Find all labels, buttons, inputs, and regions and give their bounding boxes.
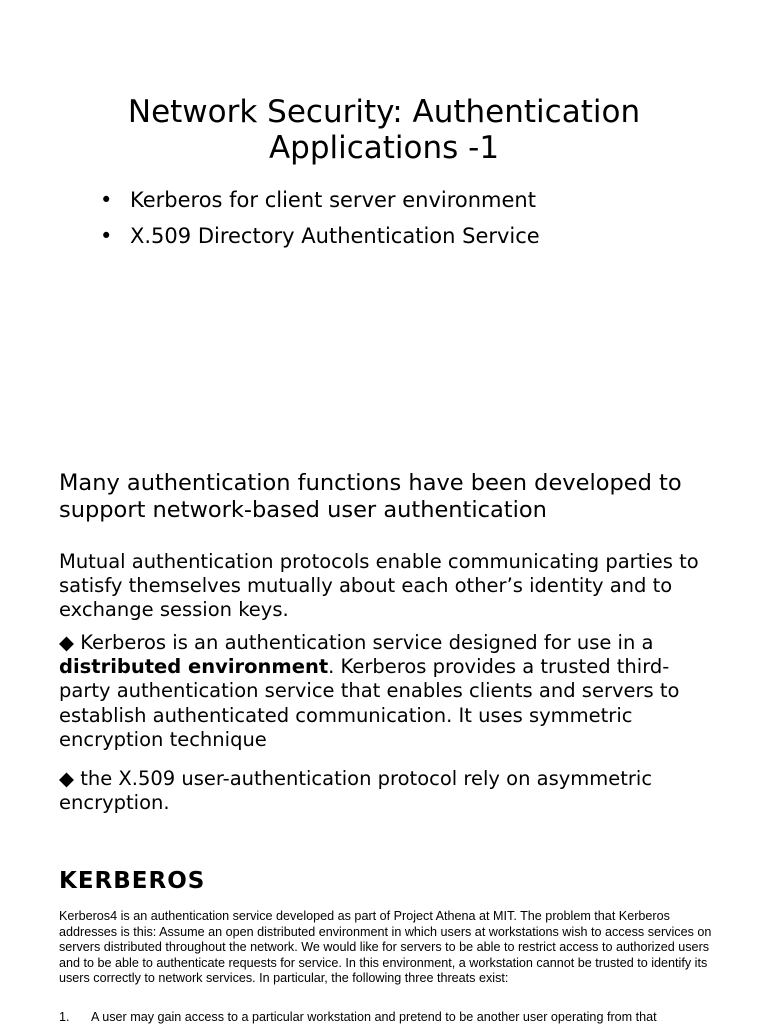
kerberos-point-bold-text: distributed environment (59, 655, 329, 679)
mutual-auth-paragraph: Mutual authentication protocols enable communicating parties to satisfy themselves mutually about each other’s identity and to exchange session keys. (59, 550, 699, 622)
bullet-marker: • (100, 188, 113, 212)
diamond-marker: ◆ (59, 631, 74, 654)
x509-point-text: the X.509 user-authentication protocol rely on asymmetric encryption. (59, 767, 653, 815)
list-item (100, 218, 540, 254)
kerberos-description: Kerberos4 is an authentication service developed as part of Project Athena at MIT. The problem that Kerberos addresses is this: Assume an open distributed environment in which users at workstations wish to access services on servers distributed throughout the network. We would like for servers to be able to restrict access to authorized users and to be able to authenticate requests for service. In this environment, a workstation cannot be trusted to identify its users correctly to network services. In particular, the following three threats exist: (59, 909, 712, 986)
kerberos-point-paragraph (59, 631, 719, 752)
threat-text: A user may gain access to a particular workstation and pretend to be another user operating from that (91, 1010, 657, 1024)
bullet-list (100, 182, 540, 254)
diamond-marker: ◆ (59, 767, 74, 790)
bullet-text: X.509 Directory Authentication Service (130, 224, 540, 248)
threat-item (59, 1010, 739, 1026)
section-title: KERBEROS (59, 868, 206, 894)
x509-point-paragraph (59, 767, 719, 815)
page-title: Network Security: Authentication Applications -1 (127, 94, 641, 166)
list-item (100, 182, 540, 218)
kerberos-point-text-before: Kerberos is an authentication service designed for use in a (74, 631, 654, 654)
threat-number: 1. (59, 1010, 70, 1024)
bullet-marker: • (100, 224, 113, 248)
bullet-text: Kerberos for client server environment (130, 188, 536, 212)
intro-heading: Many authentication functions have been developed to support network-based user authentication (59, 470, 682, 523)
kerberos-point-text-after: . Kerberos provides a trusted third-party authentication service that enables clients and servers to establish authenticated communication. It uses symmetric encryption technique (59, 655, 680, 751)
